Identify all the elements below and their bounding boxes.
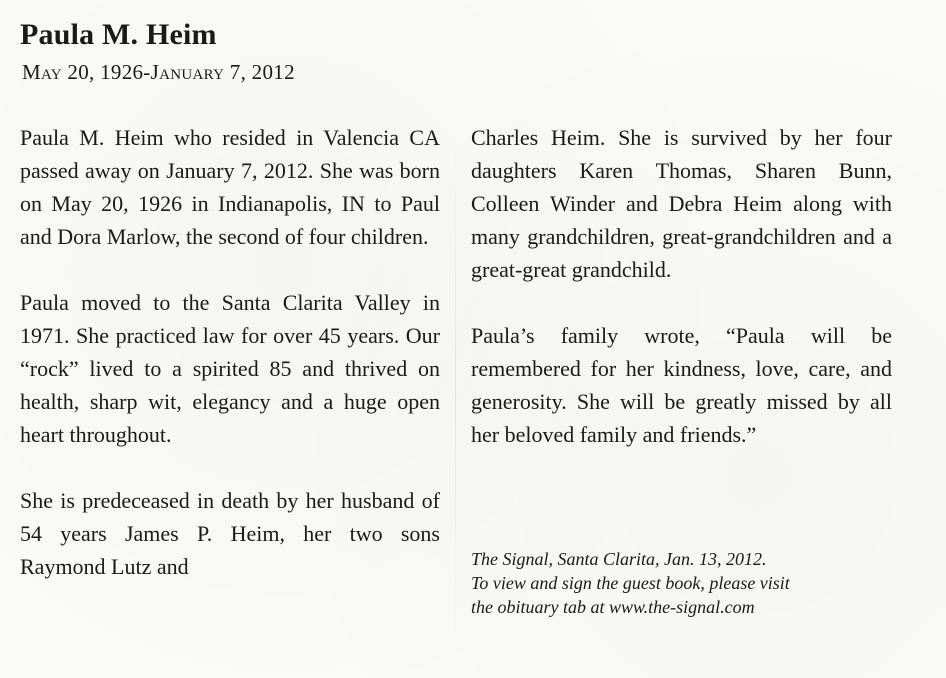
source-url-line: the obituary tab at www.the-signal.com [471,597,755,617]
source-note [471,547,892,619]
paragraph-birth: Paula M. Heim who resided in Valencia CA passed away on January 7, 2012. She was born on May 20, 1926 in Indianapolis, IN to Paul and Dora Marlow, the second of four children. [20,125,440,249]
source-guestbook-line: To view and sign the guest book, please visit [471,573,790,593]
source-publication: The Signal, Santa Clarita, Jan. 13, 2012. [471,549,767,569]
column-divider [455,130,456,650]
paragraph-family-quote: Paula’s family wrote, “Paula will be remembered for her kindness, love, care, and generosity. She will be greatly missed by all her beloved family and friends.” [471,323,892,447]
left-column [20,121,440,616]
paragraph-survivors: Charles Heim. She is survived by her four daughters Karen Thomas, Sharen Bunn, Colleen Winder and Debra Heim along with many grandchildren, great-grandchildren and a great-great grandchild. [471,125,892,282]
right-column [471,121,892,484]
paragraph-predeceased: She is predeceased in death by her husband of 54 years James P. Heim, her two sons Raymond Lutz and [20,488,440,579]
obituary-name: Paula M. Heim [20,18,217,51]
paragraph-career: Paula moved to the Santa Clarita Valley in 1971. She practiced law for over 45 years. Our “rock” lived to a spirited 85 and thrived on health, sharp wit, elegancy and a huge open heart throughout. [20,290,440,447]
obituary-dates: May 20, 1926-January 7, 2012 [22,60,295,84]
